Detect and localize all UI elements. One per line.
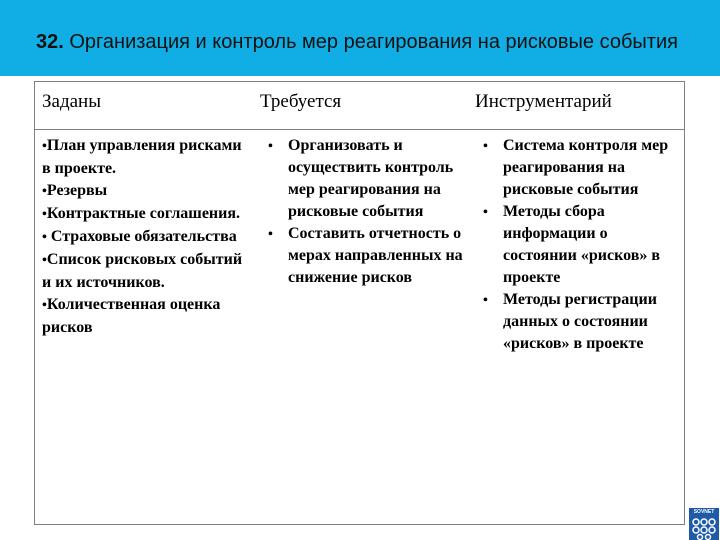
- info-table: [34, 81, 685, 525]
- tools-column: [483, 135, 683, 355]
- title-bar: [0, 0, 720, 76]
- required-item: • Организовать и осуществить контроль мер реагирования на рисковые события: [268, 137, 454, 220]
- header-required: Требуется: [260, 91, 342, 112]
- given-item: •Контрактные соглашения.: [42, 205, 241, 222]
- slide-title-text: Организация и контроль мер реагирования на рисковые события: [69, 31, 678, 53]
- tools-item: • Методы сбора информации о состоянии «рисков» в проекте: [483, 203, 660, 286]
- bullet-icon: •: [42, 139, 47, 154]
- given-item: •План управления рисками в проекте.: [42, 137, 242, 177]
- bullet-icon: •: [42, 253, 47, 268]
- bullet-icon: •: [42, 298, 47, 313]
- slide-number: 32.: [36, 31, 64, 53]
- given-item: •Резервы: [42, 182, 108, 199]
- given-item: •Количественная оценка рисков: [42, 296, 221, 336]
- required-item: • Составить отчетность о мерах направленных на снижение рисков: [268, 225, 463, 286]
- header-tools: Инструментарий: [475, 91, 612, 112]
- sovnet-logo: [689, 508, 719, 540]
- bullet-icon: •: [483, 205, 488, 220]
- header-given: Заданы: [42, 91, 101, 112]
- bullet-icon: •: [42, 207, 47, 222]
- given-column: [42, 135, 247, 339]
- slide-title: [36, 31, 678, 54]
- required-column: [268, 135, 468, 289]
- bullet-icon: •: [268, 139, 273, 154]
- tools-item: • Методы регистрации данных о состоянии «рисков» в проекте: [483, 291, 657, 352]
- bullet-icon: •: [42, 184, 47, 199]
- bullet-icon: •: [483, 139, 488, 154]
- logo-pattern-icon: [689, 508, 719, 540]
- given-item: •Список рисковых событий и их источников.: [42, 251, 243, 291]
- tools-item: • Система контроля мер реагирования на рисковые события: [483, 137, 669, 198]
- logo-text: SOVNET: [693, 509, 715, 515]
- bullet-icon: •: [268, 227, 273, 242]
- given-item: • Страховые обязательства: [42, 228, 237, 245]
- header-divider: [35, 129, 684, 130]
- bullet-icon: •: [42, 230, 47, 245]
- bullet-icon: •: [483, 293, 488, 308]
